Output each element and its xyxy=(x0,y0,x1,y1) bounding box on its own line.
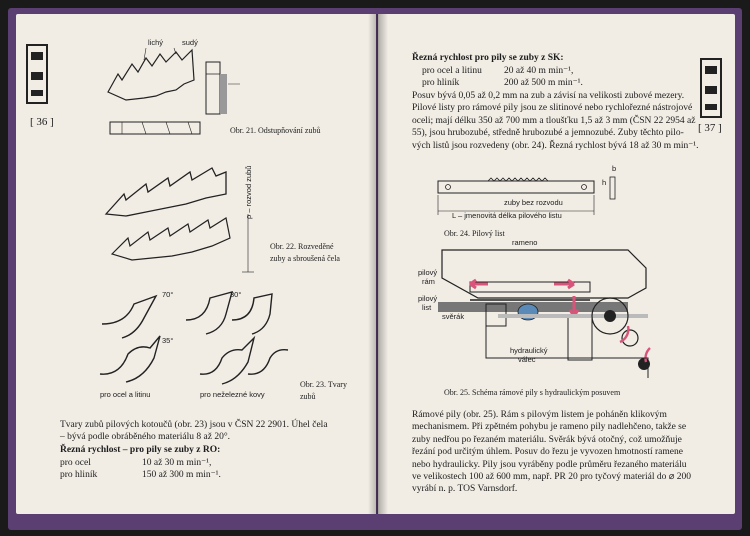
frame-saw-schema-figure xyxy=(378,238,735,388)
label-saw-blade: pilový xyxy=(418,294,438,303)
paragraph-line: Posuv bývá 0,05 až 0,2 mm na zub a závisí na velikosti zubové mezery. xyxy=(412,91,685,101)
label-blade-length: L – jmenovitá délka pilového listu xyxy=(452,211,562,220)
page-number: [ 37 ] xyxy=(698,122,722,134)
label-hydraulic-cylinder: hydraulický xyxy=(510,346,548,355)
speed-row xyxy=(60,469,360,481)
material: pro ocel a litinu xyxy=(422,66,482,76)
label-teeth-without-set: zuby bez rozvodu xyxy=(504,198,563,207)
paragraph xyxy=(412,90,702,152)
paragraph-line: Pilové listy pro rámové pily jsou ze slitinové nebo rychlořezné nástrojové xyxy=(412,103,693,114)
figure-caption: Obr. 24. Pilový list xyxy=(444,229,505,238)
label-arm: rameno xyxy=(512,238,538,247)
material: pro ocel xyxy=(60,458,91,468)
figure-caption: Obr. 21. Odstupňování zubů xyxy=(230,126,321,135)
paragraph-line: – bývá podle obráběného materiálu 8 až 20°. xyxy=(60,432,230,442)
paragraph-line: 55), jsou hrubozubé, středně hrubozubé a jemnozubé. Zuby těchto pilo- xyxy=(412,128,684,139)
speed-row xyxy=(422,77,682,89)
label-vise: svěrák xyxy=(442,312,465,321)
paragraph-line: vyrábí n. p. TOS Varnsdorf. xyxy=(412,484,518,495)
figure-caption: Obr. 23. Tvary xyxy=(300,380,347,389)
speed-heading: Řezná rychlost pro pily se zuby z SK: xyxy=(412,53,564,63)
paragraph-line: Tvary zubů pilových kotoučů (obr. 23) jsou v ČSN 22 2901. Úhel čela xyxy=(60,420,328,430)
label-thickness: b xyxy=(612,164,617,173)
speed-row xyxy=(60,457,360,469)
label-hydraulic-cylinder: válec xyxy=(518,355,536,364)
book-gutter xyxy=(368,14,388,514)
right-page xyxy=(378,14,735,514)
speed-table xyxy=(422,65,682,89)
saw-teeth-offset-figure xyxy=(16,14,376,164)
paragraph-line: oceli; mají délku 350 až 700 mm a tloušťku 1,5 až 3 mm (ČSN 22 2954 až xyxy=(412,115,696,126)
paragraph-line: Rámové pily (obr. 25). Rám s pilovým listem je poháněn klikovým xyxy=(412,410,667,420)
speed-heading: Řezná rychlost – pro pily se zuby z RO: xyxy=(60,445,221,455)
label-saw-frame: rám xyxy=(422,277,435,286)
left-page xyxy=(16,14,376,514)
speed-value: 20 až 40 m min⁻¹, xyxy=(504,66,574,76)
label-saw-frame: pilový xyxy=(418,268,438,277)
material: pro hliník xyxy=(60,470,98,480)
label-nonferrous: pro neželezné kovy xyxy=(200,390,265,399)
paragraph xyxy=(412,409,712,496)
figure-caption: zuby a sbroušená čela xyxy=(270,254,340,263)
angle-label: 70° xyxy=(162,290,174,299)
page-number: [ 36 ] xyxy=(30,116,54,128)
figure-caption: Obr. 25. Schéma rámové pily s hydraulickým posuvem xyxy=(444,388,621,397)
material: pro hliník xyxy=(422,78,460,88)
figure-caption: Obr. 22. Rozveděné xyxy=(270,242,334,251)
paragraph-line: zuby nedřou po řezaném materiálu. Svěrák bývá otočný, což umožňuje xyxy=(412,434,682,445)
paragraph-line: mechanismem. Při zpětném pohybu je rameno pily nadlehčeno, takže se xyxy=(412,422,687,433)
speed-value: 200 až 500 m min⁻¹. xyxy=(504,78,583,88)
angle-label: 35° xyxy=(162,336,174,345)
label-steel-cast-iron: pro ocel a litinu xyxy=(100,390,151,399)
angle-label: 30° xyxy=(230,290,242,299)
label-saw-blade: list xyxy=(422,303,432,312)
section-tab-marker xyxy=(700,58,722,118)
tooth-shapes-figure xyxy=(16,284,376,394)
speed-value: 10 až 30 m min⁻¹, xyxy=(142,458,212,468)
label-even-tooth: sudý xyxy=(182,38,198,47)
label-height: h xyxy=(602,178,607,187)
label-tooth-set: ρ – rozvod zubů xyxy=(244,165,253,219)
speed-row xyxy=(422,65,682,77)
paragraph-line: vých listů jsou rozvedeny (obr. 24). Řezná rychlost bývá 18 až 30 m min⁻¹. xyxy=(412,140,699,151)
speed-table xyxy=(60,457,360,481)
figure-caption: zubů xyxy=(300,392,316,401)
label-odd-tooth: lichý xyxy=(148,38,164,47)
speed-value: 150 až 300 m min⁻¹. xyxy=(142,470,221,480)
paragraph-line: ve velikostech 100 až 600 mm, např. PR 20 pro tyčový materiál do ⌀ 200 xyxy=(412,472,692,483)
paragraph-line: řezání pod určitým úhlem. Posuv do řezu je vyvozen hmotností ramene xyxy=(412,447,683,458)
paragraph-line: nebo hydraulicky. Pily jsou vyráběny podle průměru řezaného materiálu xyxy=(412,459,687,470)
